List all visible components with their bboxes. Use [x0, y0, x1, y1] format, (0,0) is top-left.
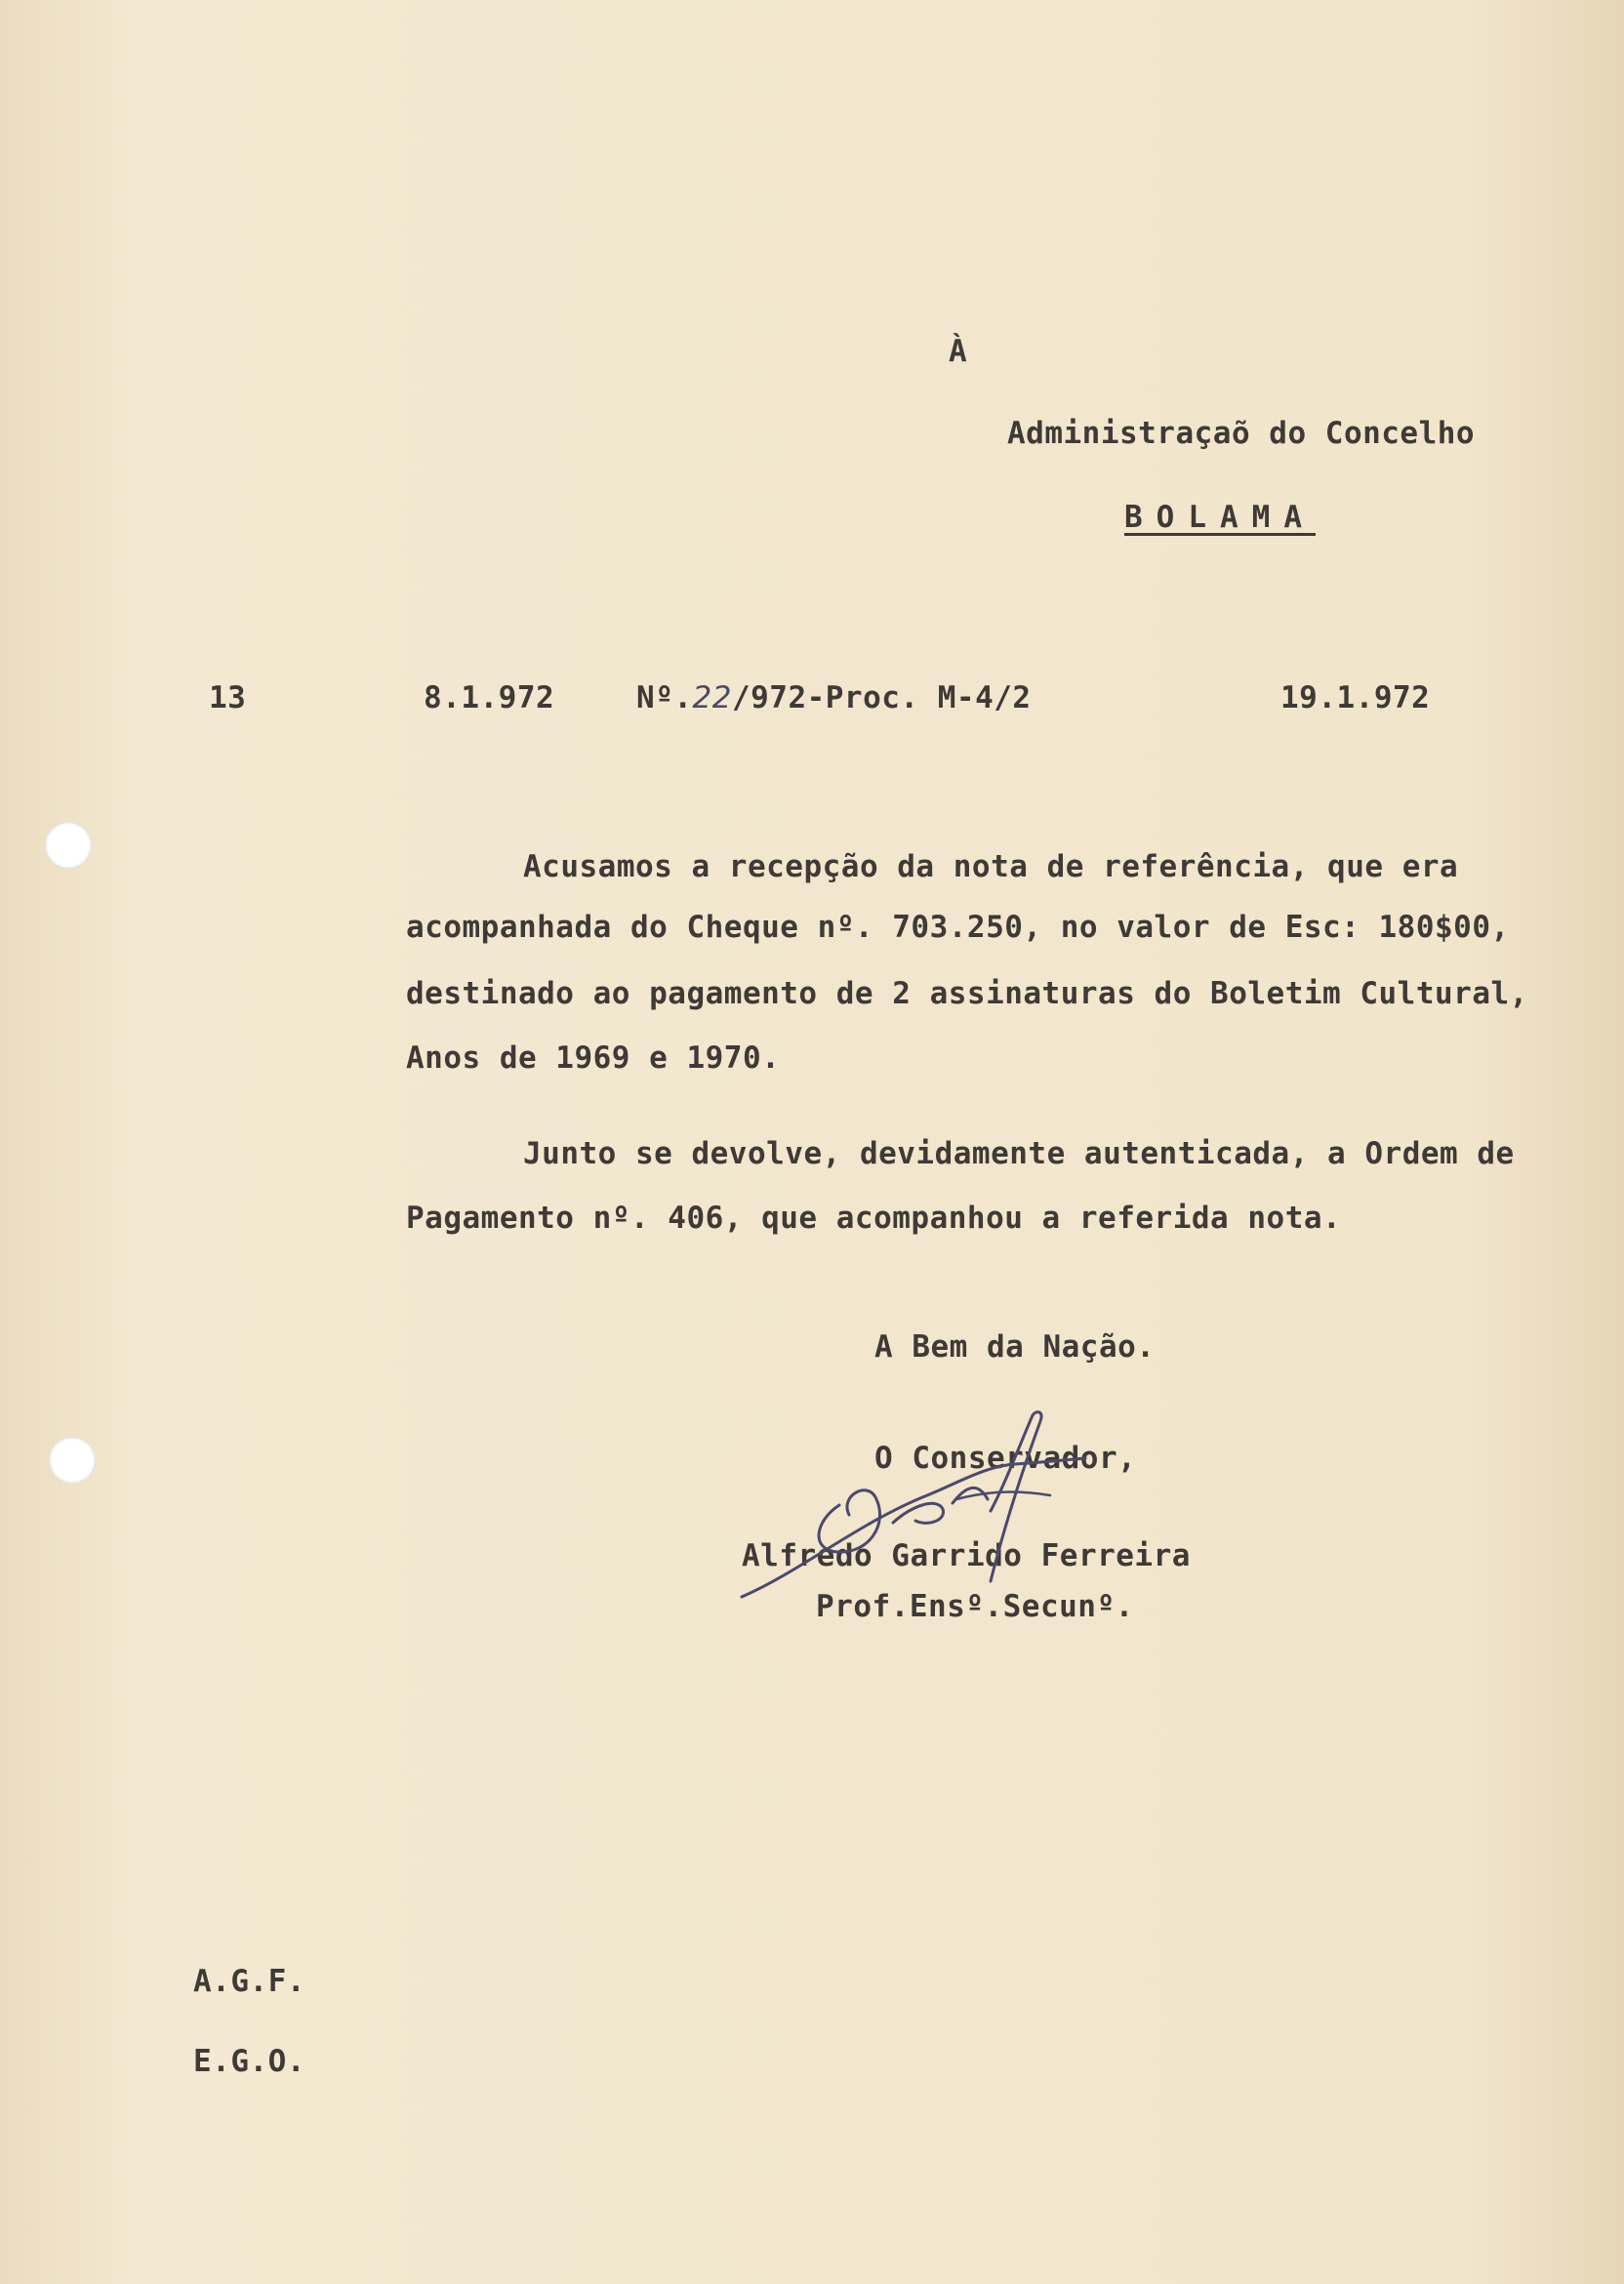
punch-hole-bottom — [49, 1437, 96, 1484]
initials-line-2: E.G.O. — [193, 2044, 305, 2079]
paragraph-1-line-2: acompanhada do Cheque nº. 703.250, no valor de Esc: 180$00, — [406, 910, 1510, 945]
signatory-name: Alfredo Garrido Ferreira — [742, 1538, 1191, 1573]
our-date: 19.1.972 — [1280, 680, 1431, 715]
reference-handwritten-number: 22 — [692, 680, 732, 715]
salutation: À — [949, 334, 968, 369]
handwritten-signature — [722, 1406, 1152, 1620]
recipient-line-2: BOLAMA — [1124, 500, 1316, 535]
signatory-title: O Conservador, — [874, 1441, 1137, 1476]
reference-suffix: /972-Proc. M-4/2 — [731, 680, 1032, 715]
reference-prefix: Nº. — [636, 680, 693, 715]
paragraph-1-line-4: Anos de 1969 e 1970. — [406, 1040, 781, 1076]
punch-hole-top — [45, 822, 92, 869]
reference-number: 13 — [209, 680, 247, 715]
paragraph-2-line-2: Pagamento nº. 406, que acompanhou a referida nota. — [406, 1201, 1342, 1236]
signatory-role: Prof.Ensº.Secunº. — [816, 1589, 1134, 1624]
paragraph-2-line-1: Junto se devolve, devidamente autenticada, a Ordem de — [523, 1136, 1515, 1171]
initials-line-1: A.G.F. — [193, 1964, 305, 1999]
closing-formula: A Bem da Nação. — [874, 1329, 1156, 1365]
their-date: 8.1.972 — [424, 680, 555, 715]
paragraph-1-line-3: destinado ao pagamento de 2 assinaturas do Boletim Cultural, — [406, 976, 1528, 1011]
paragraph-1-line-1: Acusamos a recepção da nota de referência, que era — [523, 849, 1459, 884]
reference-code — [636, 680, 1032, 715]
recipient-line-1: Administraçaõ do Concelho — [1007, 416, 1476, 451]
